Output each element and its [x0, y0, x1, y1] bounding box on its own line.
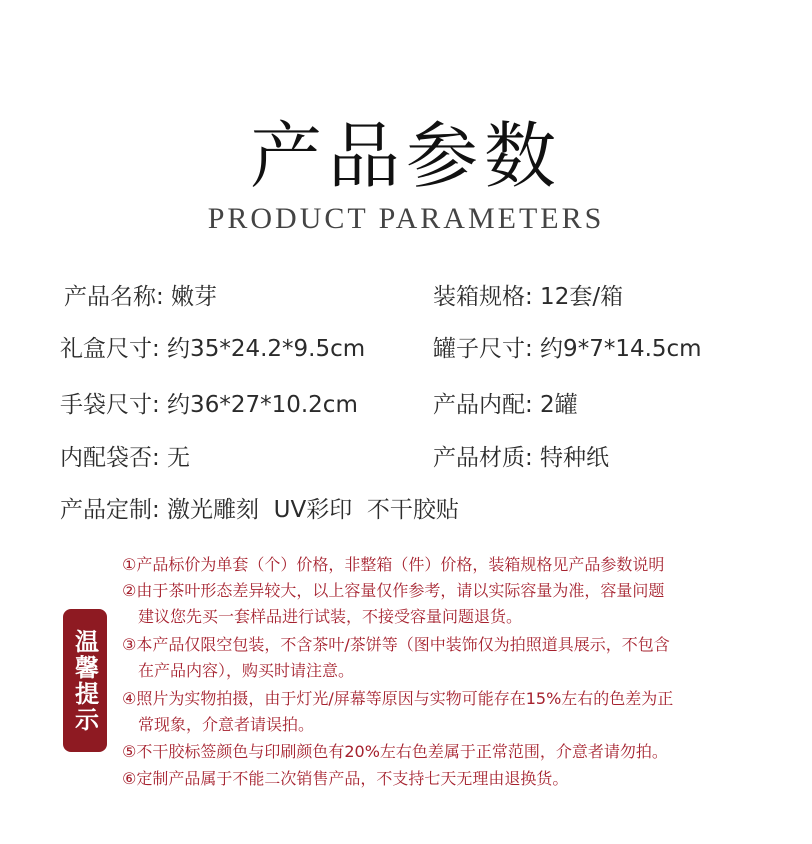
page-subtitle: PRODUCT PARAMETERS: [207, 202, 605, 235]
tip-line-3-cont: 在产品内容），购买时请注意。: [122, 661, 355, 680]
tips-badge-label: 温馨提示: [70, 628, 99, 733]
tip-line-1: ①产品标价为单套（个）价格，非整箱（件）价格，装箱规格见产品参数说明: [122, 555, 665, 574]
tips-badge: [63, 609, 107, 752]
tip-line-2-cont: 建议您先买一套样品进行试装，不接受容量问题退货。: [122, 607, 523, 626]
tip-line-4: ④照片为实物拍摄，由于灯光/屏幕等原因与实物可能存在15%左右的色差为正: [122, 689, 674, 708]
tip-line-4-cont: 常现象，介意者请误拍。: [122, 715, 315, 734]
param-material: 产品材质: 特种纸: [433, 445, 610, 471]
param-product-name: 产品名称: 嫩芽: [64, 284, 218, 310]
param-bag-size: 手袋尺寸: 约36*27*10.2cm: [60, 392, 358, 418]
tip-line-3: ③本产品仅限空包装，不含茶叶/茶饼等（图中装饰仅为拍照道具展示，不包含: [122, 635, 670, 654]
tip-line-5: ⑤不干胶标签颜色与印刷颜色有20%左右色差属于正常范围，介意者请勿拍。: [122, 742, 668, 761]
tip-line-2: ②由于茶叶形态差异较大，以上容量仅作参考，请以实际容量为准，容量问题: [122, 581, 665, 600]
param-giftbox-size: 礼盒尺寸: 约35*24.2*9.5cm: [60, 336, 366, 362]
param-customization: 产品定制: 激光雕刻 UV彩印 不干胶贴: [60, 497, 459, 523]
param-bag-included: 内配袋否: 无: [60, 445, 191, 471]
param-contents: 产品内配: 2罐: [433, 392, 578, 418]
page-title: 产品参数: [249, 114, 562, 198]
tip-line-6: ⑥定制产品属于不能二次销售产品，不支持七天无理由退换货。: [122, 769, 569, 788]
param-can-size: 罐子尺寸: 约9*7*14.5cm: [433, 336, 702, 362]
param-carton-spec: 装箱规格: 12套/箱: [433, 284, 624, 310]
